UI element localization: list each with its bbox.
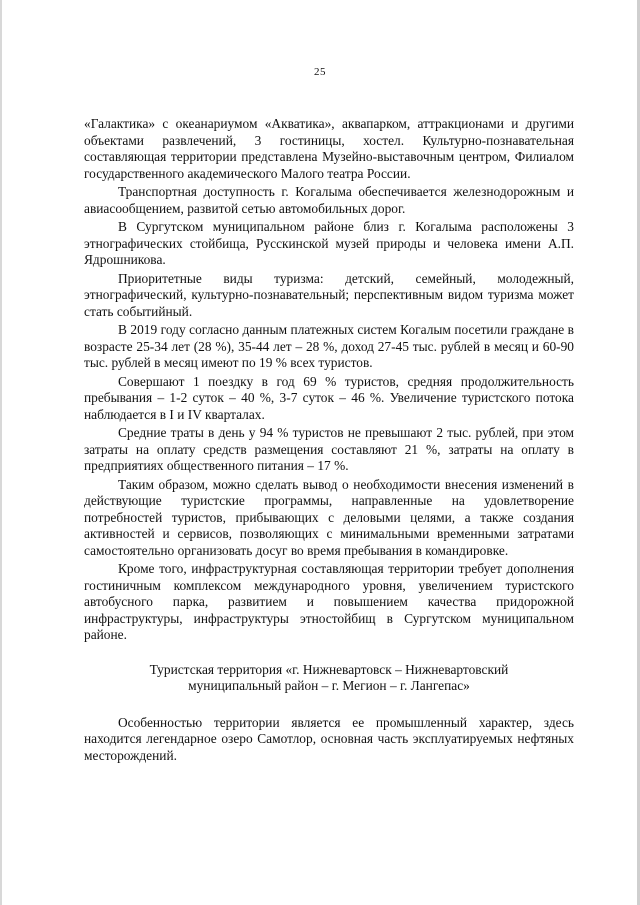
paragraph-tourism-types: Приоритетные виды туризма: детский, семейный, молодежный, этнографический, культурно-познавательный; перспективным видом туризма может стать событийный. (84, 270, 574, 319)
paragraph-samotlor: Особенностью территории является ее промышленный характер, здесь находится легендарное озеро Самотлор, основная часть эксплуатируемых нефтяных месторождений. (84, 714, 574, 763)
paragraph-conclusion: Таким образом, можно сделать вывод о необходимости внесения изменений в действующие туристские программы, направленные на удовлетворение потребностей туристов, прибывающих с деловыми целями, а также создания активностей и сервисов, позволяющих с минимальными временными затратами самостоятельно организовать досуг во время пребывания в командировке. (84, 476, 574, 558)
scan-edge-left (0, 0, 2, 905)
paragraph-galaktika: «Галактика» с океанариумом «Акватика», аквапарком, аттракционами и другими объектами развлечений, 3 гостиницы, хостел. Культурно-познавательная составляющая территории представлена Музейно-выставочным центром, Филиалом государственного академического Малого театра России. (84, 116, 574, 181)
paragraph-daily-spending: Средние траты в день у 94 % туристов не превышают 2 тыс. рублей, при этом затраты на оплату средств размещения составляют 21 %, затраты на оплату в предприятиях общественного питания – 17 %. (84, 425, 574, 473)
section-heading: Туристская территория «г. Нижневартовск – Нижневартовский муниципальный район – г. Мегион – г. Лангепас» (149, 661, 509, 693)
body-text (84, 116, 574, 766)
paragraph-ethnographic-camps: В Сургутском муниципальном районе близ г. Когалыма расположены 3 этнографических стойбища, Русскинской музей природы и человека имени А.П. Ядрошникова. (84, 219, 574, 267)
page-number: 25 (314, 66, 326, 78)
paragraph-transport: Транспортная доступность г. Когалыма обеспечивается железнодорожным и авиасообщением, развитой сетью автомобильных дорог. (84, 184, 574, 216)
paragraph-trips-per-year: Совершают 1 поездку в год 69 % туристов, средняя продолжительность пребывания – 1-2 суток – 40 %, 3-7 суток – 46 %. Увеличение туристского потока наблюдается в I и IV кварталах. (84, 373, 574, 422)
paragraph-visitors-2019: В 2019 году согласно данным платежных систем Когалым посетили граждане в возрасте 25-34 лет (28 %), 35-44 лет – 28 %, доход 27-45 тыс. рублей в месяц и 60-90 тыс. рублей в месяц имеют по 19 % всех туристов. (84, 322, 574, 370)
paragraph-infrastructure: Кроме того, инфраструктурная составляющая территории требует дополнения гостиничным комплексом международного уровня, увеличением туристского автобусного парка, развитием и повышением качества придорожной инфраструктуры, инфраструктуры этностойбищ в Сургутском муниципальном районе. (84, 561, 574, 642)
